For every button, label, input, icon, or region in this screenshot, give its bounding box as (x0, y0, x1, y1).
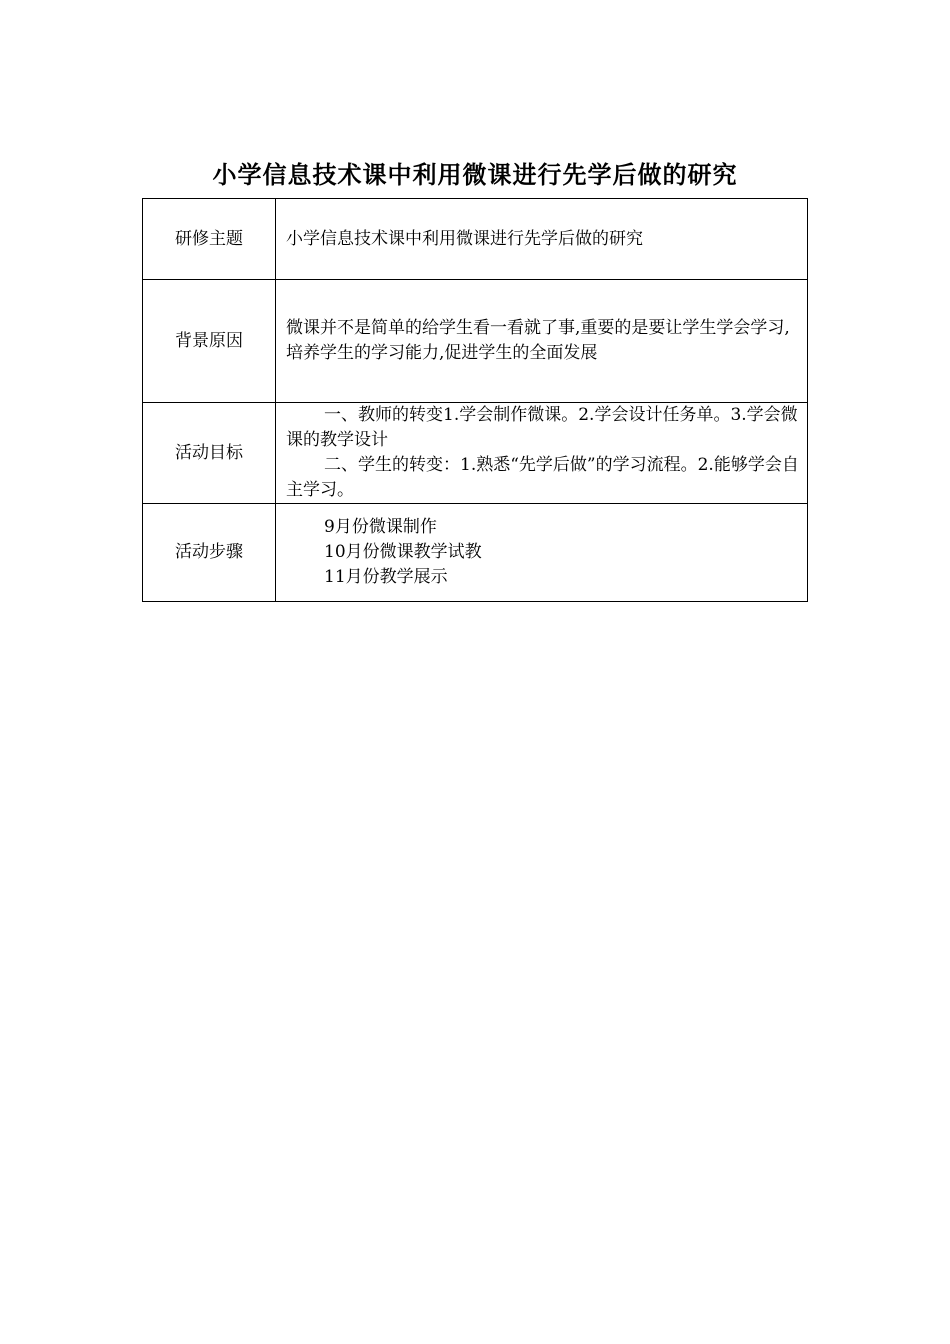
table-row-background (143, 280, 808, 403)
goals-value (276, 403, 808, 504)
goal-item-teacher: 一、教师的转变1.学会制作微课。2.学会设计任务单。3.学会微课的教学设计 (286, 405, 798, 450)
step-item-september: 9月份微课制作 (324, 517, 437, 537)
table-row-theme (143, 199, 808, 280)
research-plan-table (142, 198, 808, 602)
steps-value (276, 504, 808, 602)
page-title: 小学信息技术课中利用微课进行先学后做的研究 (212, 160, 738, 189)
theme-value: 小学信息技术课中利用微课进行先学后做的研究 (276, 199, 808, 280)
theme-label: 研修主题 (143, 199, 276, 280)
table-row-steps (143, 504, 808, 602)
goals-label: 活动目标 (143, 403, 276, 504)
table-row-goals (143, 403, 808, 504)
background-value: 微课并不是简单的给学生看一看就了事,重要的是要让学生学会学习,培养学生的学习能力,促进学生的全面发展 (276, 280, 808, 403)
steps-label: 活动步骤 (143, 504, 276, 602)
goal-item-student: 二、学生的转变：1.熟悉“先学后做”的学习流程。2.能够学会自主学习。 (286, 455, 799, 500)
step-item-october: 10月份微课教学试教 (324, 542, 482, 562)
step-item-november: 11月份教学展示 (324, 567, 448, 587)
background-label: 背景原因 (143, 280, 276, 403)
